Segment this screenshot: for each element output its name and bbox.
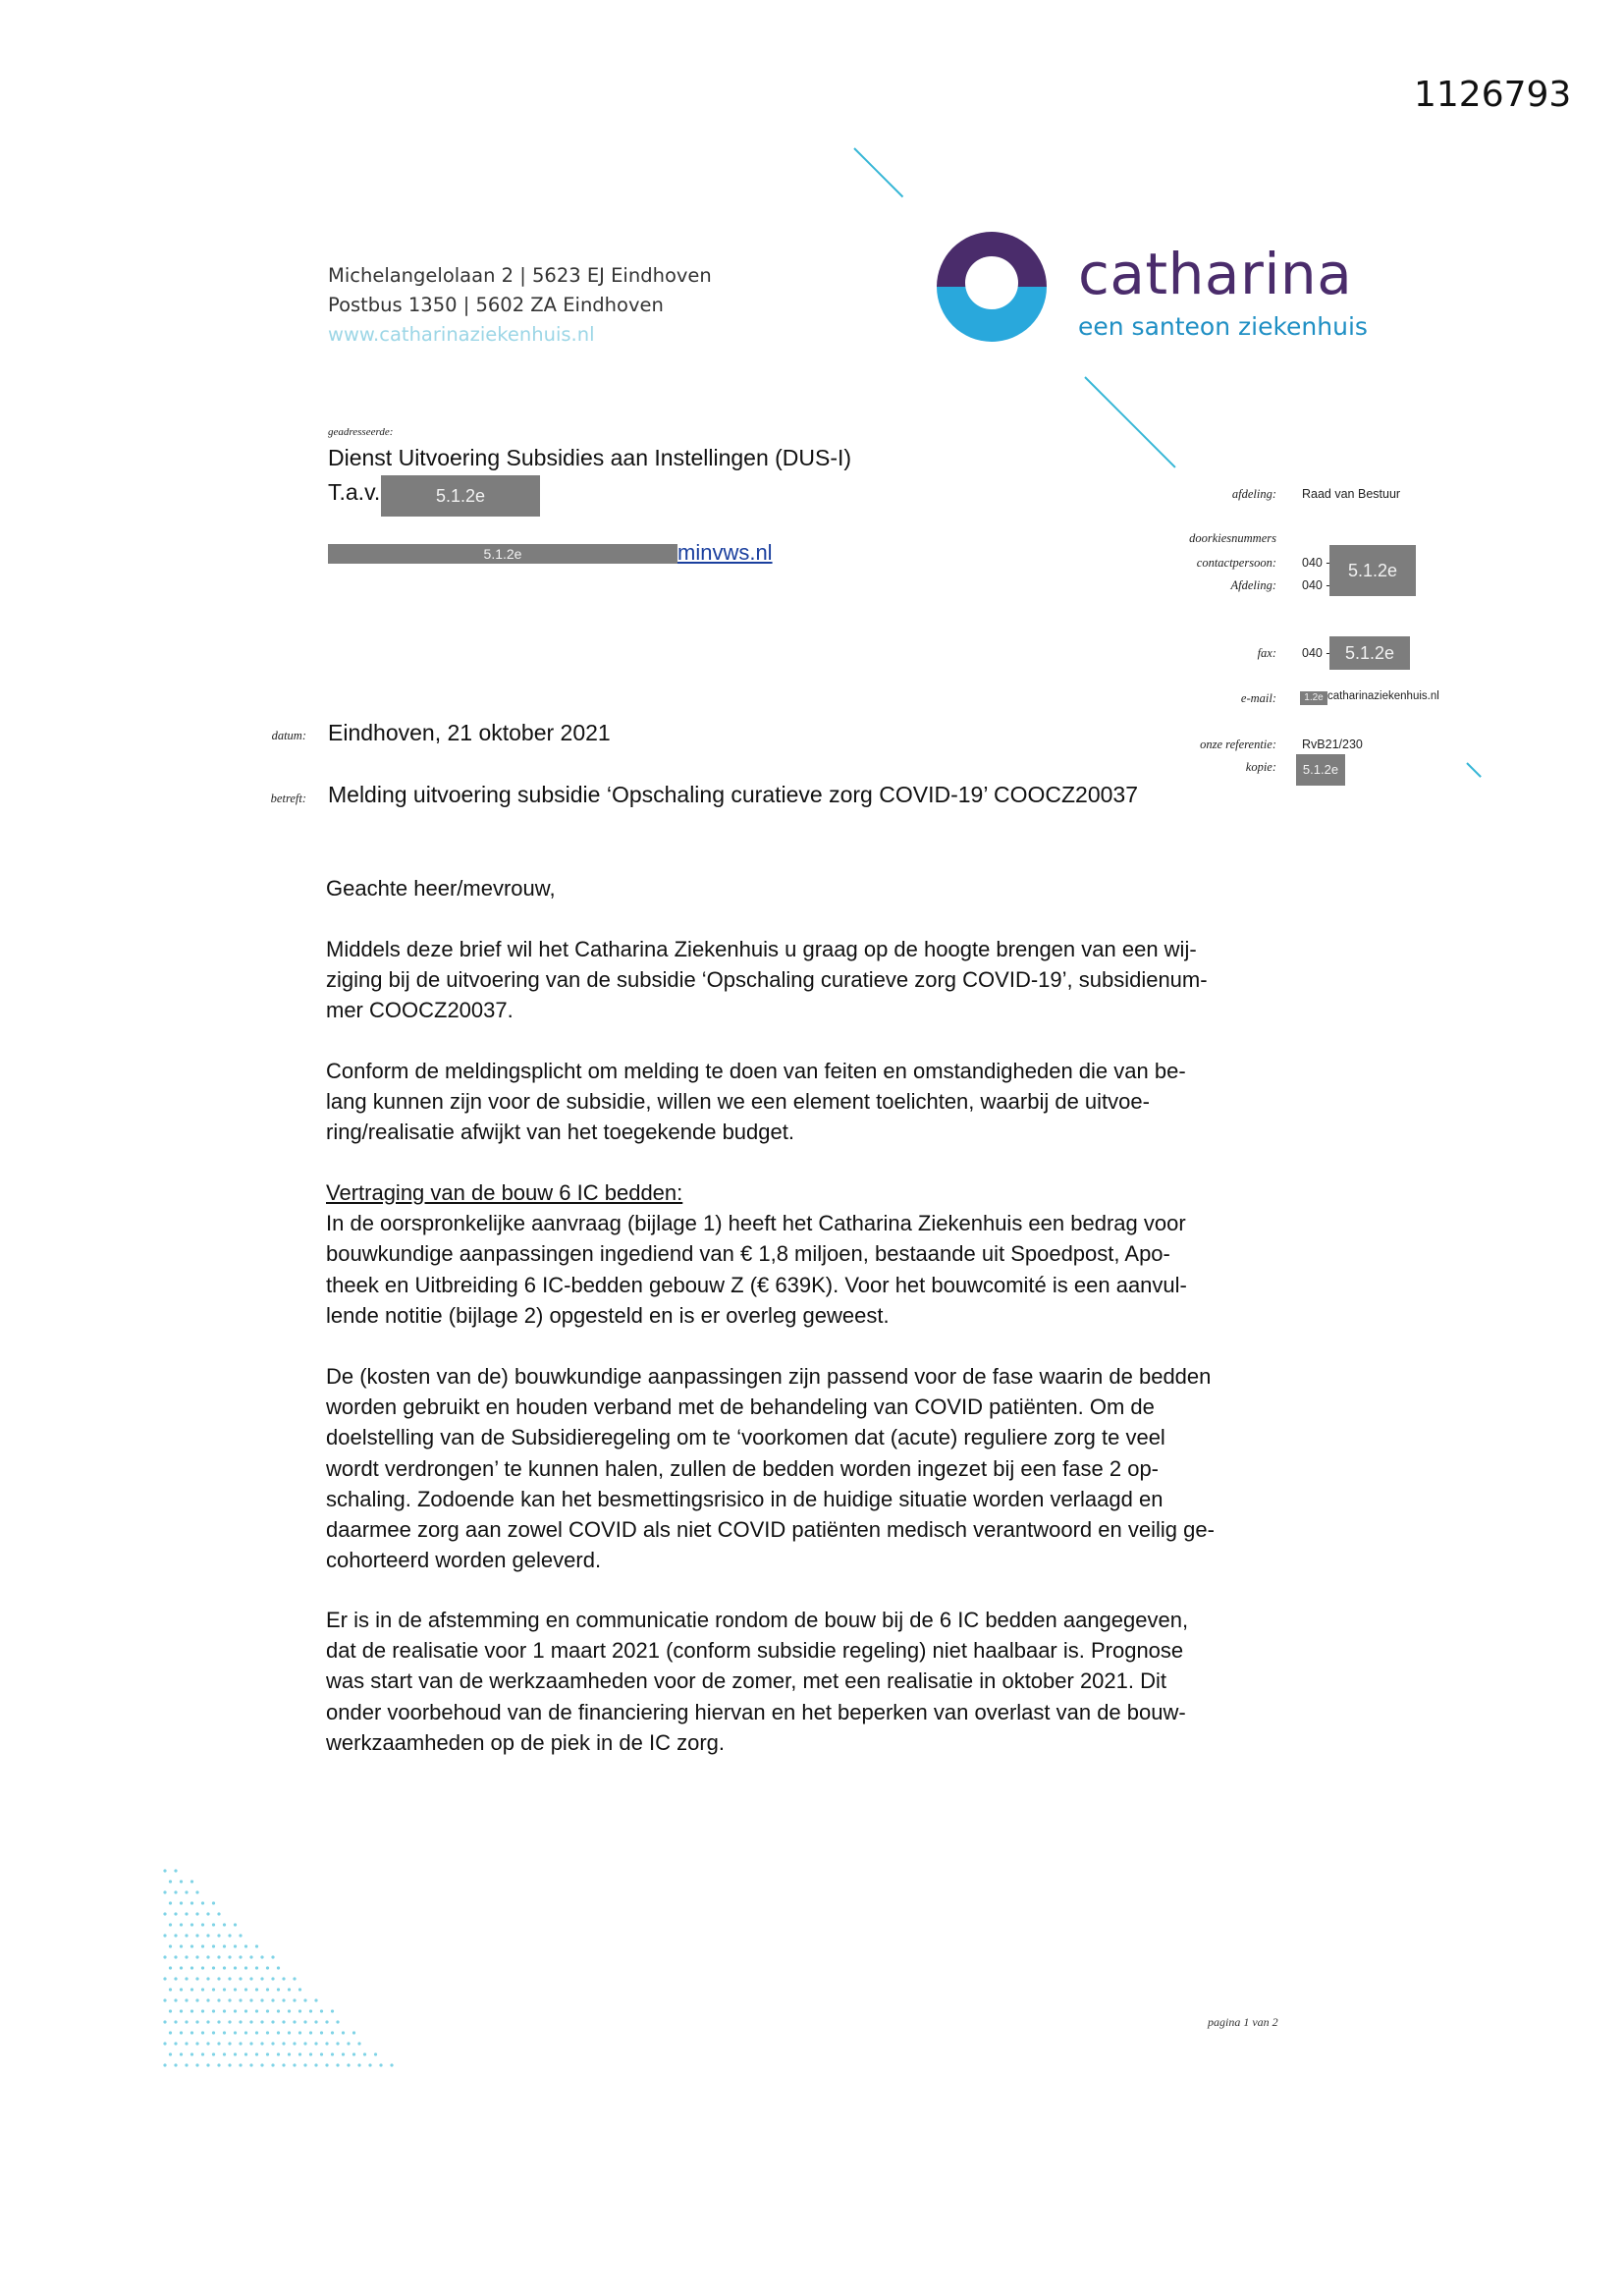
phone-redaction: 5.1.2e [1329,545,1416,596]
decorative-line-top [853,147,903,197]
paragraph-line: In de oorspronkelijke aanvraag (bijlage 1) heeft het Catharina Ziekenhuis een bedrag voor [326,1211,1186,1236]
paragraph-line: doelstelling van de Subsidieregeling om te ‘voorkomen dat (acute) reguliere zorg te veel [326,1425,1165,1450]
sidebar-reference-label: onze referentie: [1200,738,1276,751]
sender-website[interactable]: www.catharinaziekenhuis.nl [328,323,595,346]
sender-address [328,261,712,350]
salutation: Geachte heer/mevrouw, [326,876,556,901]
paragraph-line: mer COOCZ20037. [326,998,514,1023]
sidebar-email-value: catharinaziekenhuis.nl [1327,690,1439,702]
sidebar-fax-label: fax: [1257,646,1276,660]
sidebar-copy-label: kopie: [1245,760,1276,774]
paragraph-line: lang kunnen zijn voor de subsidie, willen we een element toelichten, waarbij de uitvoe- [326,1089,1150,1115]
paragraph-line: theek en Uitbreiding 6 IC-bedden gebouw Z (€ 639K). Voor het bouwcomité is een aanvul- [326,1272,1187,1297]
dotted-triangle-icon [157,1846,403,2072]
addressee-organisation: Dienst Uitvoering Subsidies aan Instellingen (DUS-I) [328,445,852,470]
email-redaction: 5.1.2e [328,544,677,564]
brand-name: catharina [1078,241,1353,307]
subject-label: betreft: [270,792,306,805]
paragraph-line: lende notitie (bijlage 2) opgesteld en is er overleg geweest. [326,1302,890,1328]
fax-redaction: 5.1.2e [1329,636,1410,670]
paragraph-line: De (kosten van de) bouwkundige aanpassingen zijn passend voor de fase waarin de bedden [326,1364,1212,1389]
date-label: datum: [271,729,306,742]
paragraph-line: Conform de meldingsplicht om melding te doen van feiten en omstandigheden die van be- [326,1059,1186,1083]
sidebar-email-label: e-mail: [1240,691,1276,705]
sidebar-doorkiesnummers-label: doorkiesnummers [1189,531,1276,545]
sidebar-afdeling2-prefix: 040 - [1302,578,1330,592]
section-heading: Vertraging van de bouw 6 IC bedden: [326,1180,683,1205]
paragraph-line: Er is in de afstemming en communicatie rondom de bouw bij de 6 IC bedden aangegeven, [326,1608,1189,1632]
addressee-attention-prefix: T.a.v. [328,479,381,505]
sidebar-email-redaction: 1.2e [1300,691,1327,705]
paragraph-line: wordt verdrongen’ te kunnen halen, zullen de bedden worden ingezet bij een fase 2 op- [326,1455,1159,1481]
paragraph-line: schaling. Zodoende kan het besmettingsrisico in de huidige situatie worden verlaagd en [326,1486,1164,1511]
attention-redaction: 5.1.2e [381,475,540,517]
sender-address-line-2: Postbus 1350 | 5602 ZA Eindhoven [328,294,664,316]
paragraph-3 [326,1177,1308,1331]
brand-tagline: een santeon ziekenhuis [1078,312,1368,341]
date-value: Eindhoven, 21 oktober 2021 [328,720,611,745]
paragraph-5 [326,1605,1308,1758]
sender-address-line-1: Michelangelolaan 2 | 5623 EJ Eindhoven [328,264,712,287]
sidebar-afdeling-label: afdeling: [1231,487,1276,501]
paragraph-1 [326,934,1308,1026]
paragraph-line: was start van de werkzaamheden voor de zomer, met een realisatie in oktober 2021. Dit [326,1668,1167,1694]
sidebar-contactpersoon-prefix: 040 - [1302,556,1330,570]
paragraph-4 [326,1361,1308,1575]
sidebar-contactpersoon-label: contactpersoon: [1196,556,1276,570]
sidebar-reference-value: RvB21/230 [1302,738,1363,751]
catharina-logo-icon [935,230,1049,344]
sidebar-afdeling2-label: Afdeling: [1230,578,1276,592]
paragraph-line: cohorteerd worden geleverd. [326,1548,602,1573]
page-indicator: pagina 1 van 2 [1208,2015,1278,2029]
paragraph-line: ring/realisatie afwijkt van het toegekende budget. [326,1120,794,1145]
paragraph-2 [326,1056,1308,1148]
paragraph-line: onder voorbehoud van de financiering hiervan en het beperken van overlast van de bouw- [326,1699,1186,1724]
paragraph-line: bouwkundige aanpassingen ingediend van € 1,8 miljoen, bestaande uit Spoedpost, Apo- [326,1241,1170,1267]
sidebar-fax-prefix: 040 - [1302,646,1330,660]
decorative-line-middle [1084,376,1175,467]
paragraph-line: ziging bij de uitvoering van de subsidie ‘Opschaling curatieve zorg COVID-19’, subsidienum- [326,967,1208,993]
addressee-email-domain[interactable]: minvws.nl [677,540,773,565]
addressee-label: geadresseerde: [328,426,394,438]
paragraph-line: daarmee zorg aan zowel COVID als niet COVID patiënten medisch verantwoord en veilig ge- [326,1517,1215,1543]
paragraph-line: Middels deze brief wil het Catharina Ziekenhuis u graag op de hoogte brengen van een wij- [326,937,1197,961]
copy-redaction: 5.1.2e [1296,754,1345,786]
subject-value: Melding uitvoering subsidie ‘Opschaling curatieve zorg COVID-19’ COOCZ20037 [328,782,1138,807]
paragraph-line: dat de realisatie voor 1 maart 2021 (conform subsidie regeling) niet haalbaar is. Prognose [326,1638,1184,1664]
decorative-line-right [1466,762,1482,778]
document-number: 1126793 [1414,75,1572,115]
paragraph-line: werkzaamheden op de piek in de IC zorg. [326,1729,726,1755]
paragraph-line: worden gebruikt en houden verband met de behandeling van COVID patiënten. Om de [326,1394,1155,1420]
sidebar-afdeling-value: Raad van Bestuur [1302,487,1401,501]
